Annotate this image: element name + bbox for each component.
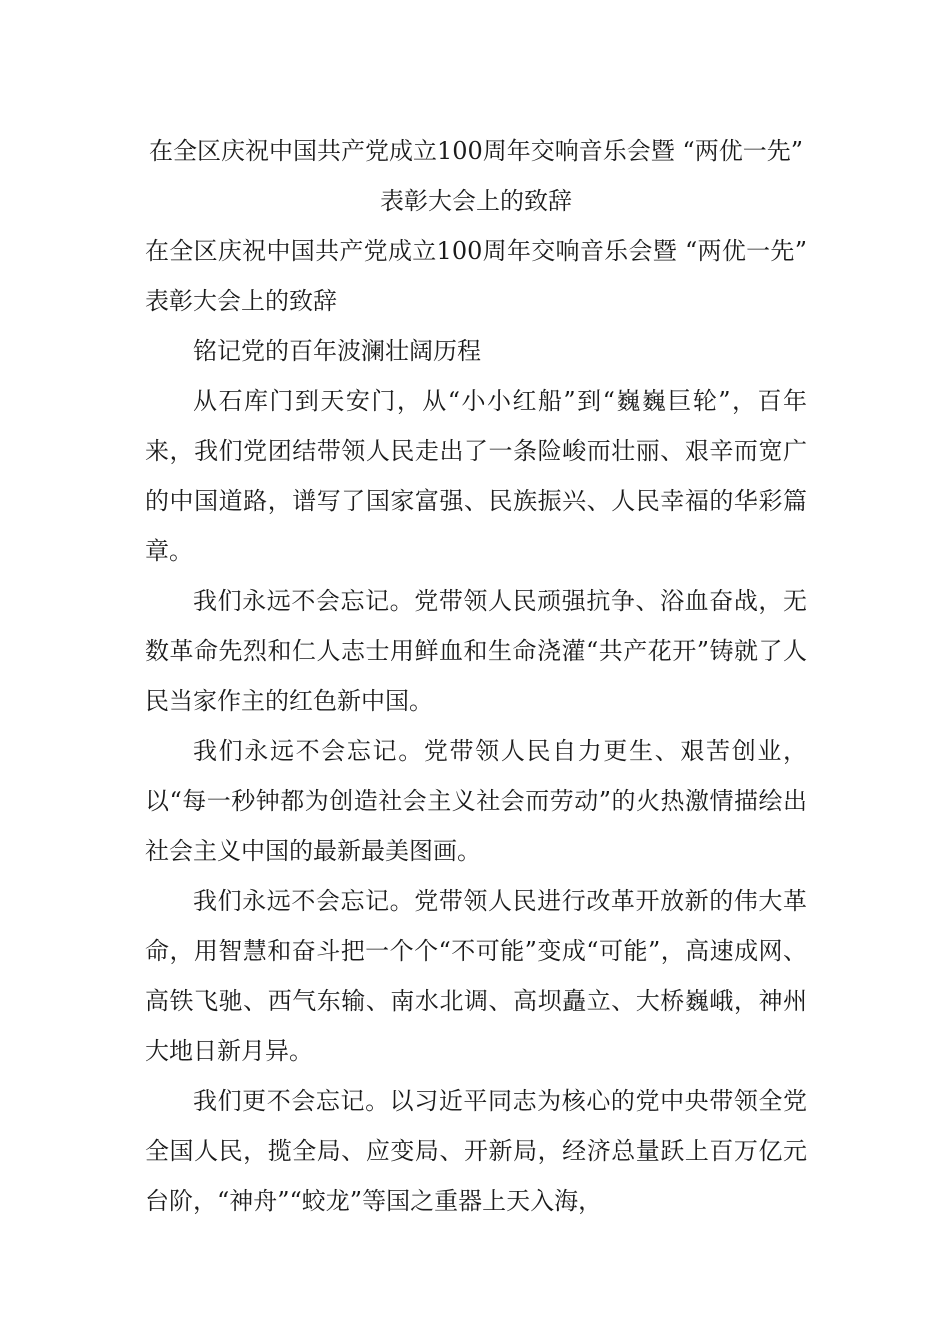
paragraph-2: 我们永远不会忘记。党带领人民顽强抗争、浴血奋战，无数革命先烈和仁人志士用鲜血和生命浇灌“共产花开”铸就了人民当家作主的红色新中国。 bbox=[145, 587, 807, 715]
paragraph-3: 我们永远不会忘记。党带领人民自力更生、艰苦创业，以“每一秒钟都为创造社会主义社会而劳动”的火热激情描绘出社会主义中国的最新最美图画。 bbox=[145, 737, 807, 865]
section-heading: 铭记党的百年波澜壮阔历程 bbox=[193, 337, 481, 365]
document-body bbox=[145, 126, 807, 1226]
paragraph-5: 我们更不会忘记。以习近平同志为核心的党中央带领全党全国人民，揽全局、应变局、开新局，经济总量跃上百万亿元台阶，“神舟”“蛟龙”等国之重器上天入海， bbox=[145, 1087, 807, 1215]
repeated-title: 在全区庆祝中国共产党成立100周年交响音乐会暨 “两优一先” 表彰大会上的致辞 bbox=[145, 237, 807, 315]
document-title: 在全区庆祝中国共产党成立100周年交响音乐会暨 “两优一先” 表彰大会上的致辞 bbox=[149, 137, 803, 215]
paragraph-1: 从石库门到天安门，从“小小红船”到“巍巍巨轮”，百年来，我们党团结带领人民走出了一条险峻而壮丽、艰辛而宽广的中国道路，谱写了国家富强、民族振兴、人民幸福的华彩篇章。 bbox=[145, 387, 807, 565]
paragraph-4: 我们永远不会忘记。党带领人民进行改革开放新的伟大革命，用智慧和奋斗把一个个“不可能”变成“可能”，高速成网、高铁飞驰、西气东输、南水北调、高坝矗立、大桥巍峨，神州大地日新月异。 bbox=[145, 887, 807, 1065]
